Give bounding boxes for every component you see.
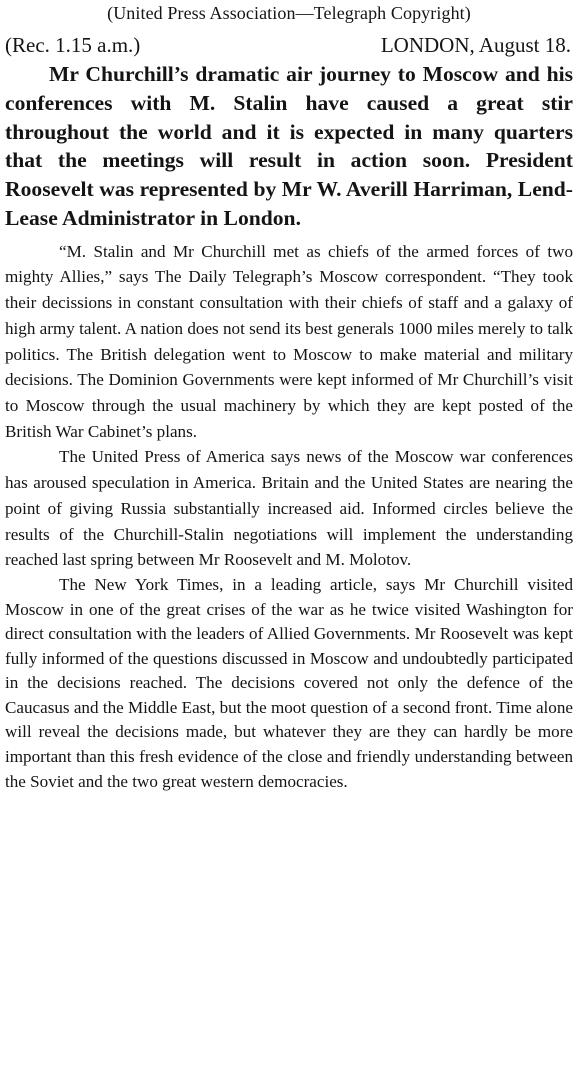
body-paragraph-united-press: The United Press of America says news of the Moscow war conferences has aroused speculation in America. Britain and the United States are nearing the point of giving Russia substantially increased aid. Informed circles believe the results of the Churchill-Stalin negotiations will implement the understanding reached last spring between Mr Roosevelt and M. Molotov. (5, 447, 573, 570)
dateline-location: LONDON, August 18. (380, 33, 571, 57)
wire-credit: (United Press Association—Telegraph Copyright) (107, 3, 471, 23)
lead-paragraph: Mr Churchill’s dramatic air journey to Moscow and his conferences with M. Stalin have caused a great stir throughout the world and it is expected in many quarters that the meetings will result in action soon. President Roosevelt was represented by Mr W. Averill Harriman, Lend-Lease Administrator in London. (5, 62, 573, 230)
body-paragraph-new-york-times: The New York Times, in a leading article, says Mr Churchill visited Moscow in one of the great crises of the war as he twice visited Washington for direct consultation with the leaders of Allied Governments. Mr Roosevelt was kept fully informed of the questions discussed in Moscow and undoubtedly participated in the decisions reached. The decisions covered not only the defence of the Caucasus and the Middle East, but the moot question of a second front. Time alone will reveal the decisions made, but whatever they are they can hardly be more important than this fresh evidence of the close and friendly understanding between the Soviet and the two great western democracies. (5, 574, 573, 791)
body-paragraph-telegraph: “M. Stalin and Mr Churchill met as chiefs of the armed forces of two mighty Allies,” says The Daily Telegraph’s Moscow correspondent. “They took their decissions in constant consultation with their chiefs of staff and a galaxy of high army talent. A nation does not send its best generals 1000 miles merely to talk politics. The British delegation went to Moscow to make material and military decisions. The Dominion Governments were kept informed of Mr Churchill’s visit to Moscow through the usual machinery by which they are kept posted of the British War Cabinet’s plans. (5, 241, 573, 441)
received-time: (Rec. 1.15 a.m.) (5, 33, 141, 57)
dateline-row (5, 32, 573, 58)
